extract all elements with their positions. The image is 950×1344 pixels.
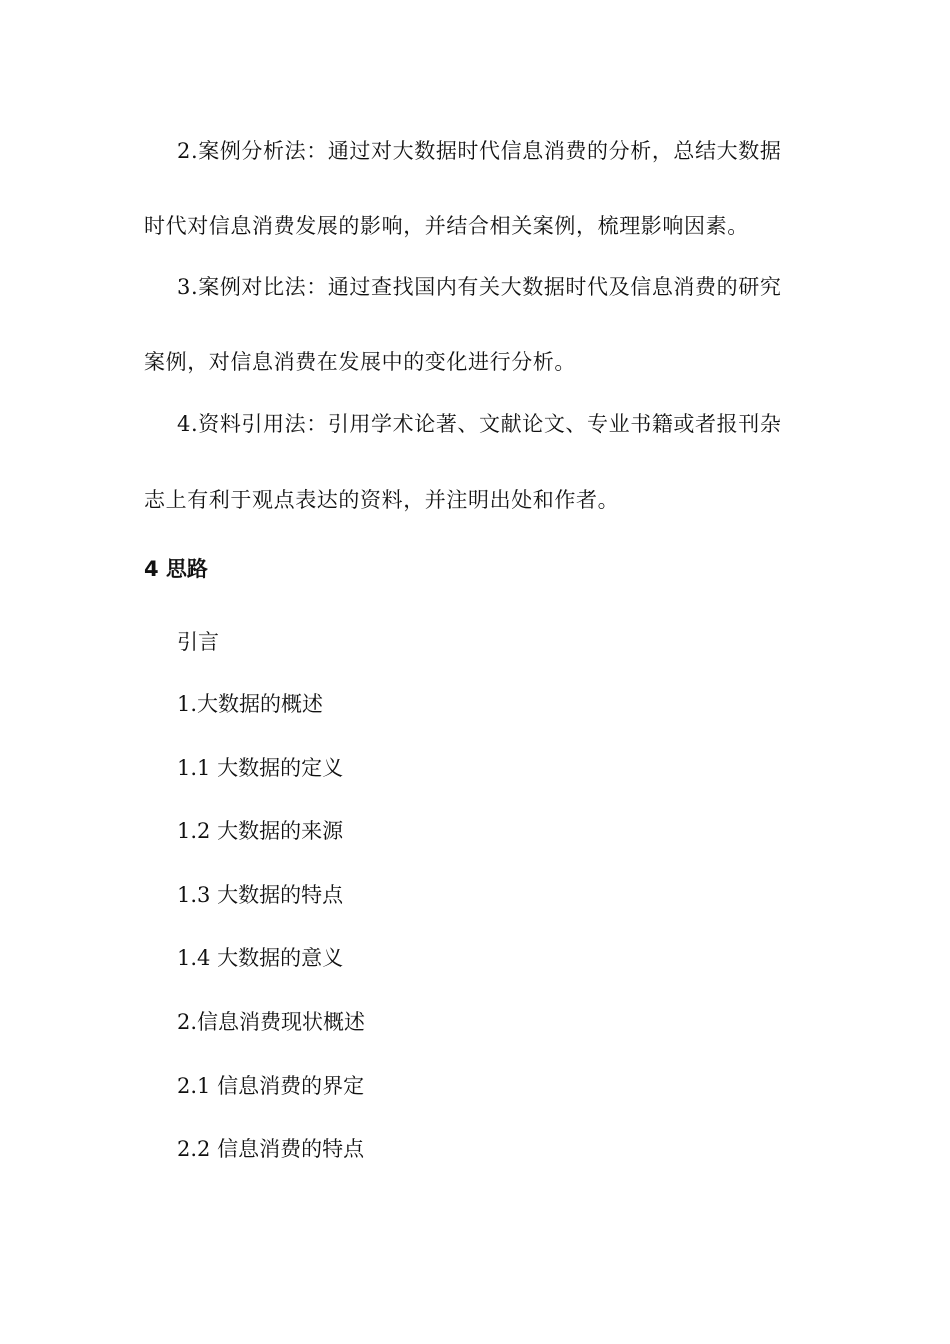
method-3-line-1: 3.案例对比法：通过查找国内有关大数据时代及信息消费的研究 [177,275,782,299]
outline-item-2-1: 2.1 信息消费的界定 [177,1074,365,1098]
method-4-line-1: 4.资料引用法：引用学术论著、文献论文、专业书籍或者报刊杂 [177,412,782,436]
outline-item-1-2: 1.2 大数据的来源 [177,819,344,843]
outline-item-2: 2.信息消费现状概述 [177,1010,366,1034]
outline-item-1-4: 1.4 大数据的意义 [177,946,344,970]
outline-item-intro: 引言 [177,630,219,654]
method-2-line-1: 2.案例分析法：通过对大数据时代信息消费的分析，总结大数据 [177,139,782,163]
method-2-line-2: 时代对信息消费发展的影响，并结合相关案例，梳理影响因素。 [144,214,749,238]
section-heading: 4 思路 [144,557,208,581]
outline-item-1-3: 1.3 大数据的特点 [177,883,344,907]
outline-item-1: 1.大数据的概述 [177,692,324,716]
outline-item-1-1: 1.1 大数据的定义 [177,756,344,780]
method-3-line-2: 案例，对信息消费在发展中的变化进行分析。 [144,350,576,374]
outline-item-2-2: 2.2 信息消费的特点 [177,1137,365,1161]
method-4-line-2: 志上有利于观点表达的资料，并注明出处和作者。 [144,488,620,512]
